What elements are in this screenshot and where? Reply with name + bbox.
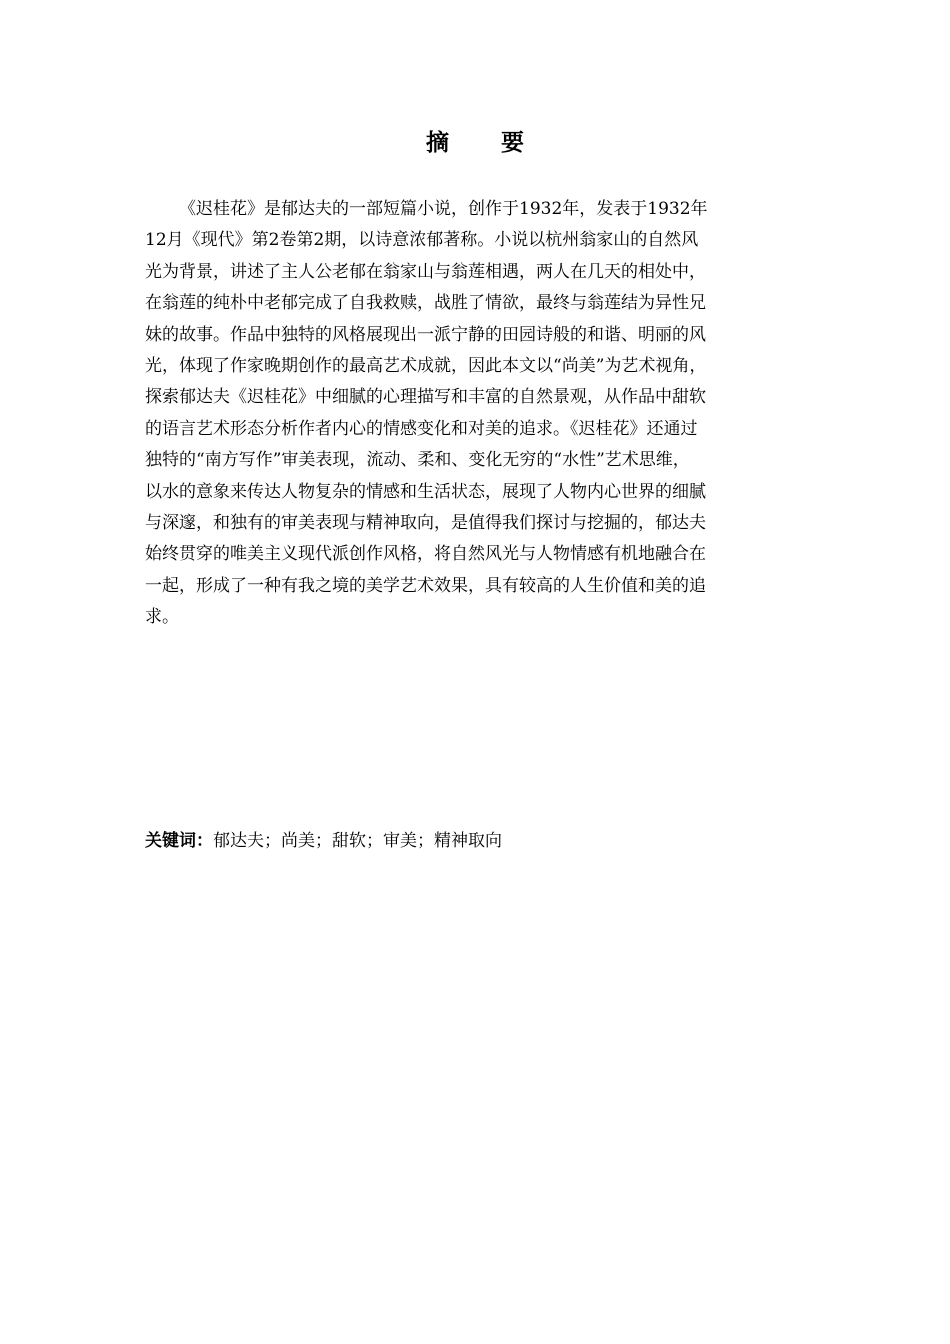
abstract-body <box>145 194 785 633</box>
abstract-line: 妹的故事。作品中独特的风格展现出一派宁静的田园诗般的和谐、明丽的风 <box>145 324 706 345</box>
abstract-line: 以水的意象来传达人物复杂的情感和生活状态，展现了人物内心世界的细腻 <box>145 481 706 502</box>
keywords-row <box>145 827 502 855</box>
abstract-line: 的语言艺术形态分析作者内心的情感变化和对美的追求。《迟桂花》还通过 <box>145 418 698 439</box>
abstract-line: 《迟桂花》是郁达夫的一部短篇小说，创作于1932年，发表于1932年 <box>179 199 708 219</box>
abstract-line: 在翁莲的纯朴中老郁完成了自我救赎，战胜了情欲，最终与翁莲结为异性兄 <box>145 293 706 314</box>
abstract-line: 独特的“南方写作”审美表现，流动、柔和、变化无穷的“水性”艺术思维， <box>145 450 690 471</box>
keywords-label: 关键词： <box>145 831 213 851</box>
abstract-line: 求。 <box>145 607 179 628</box>
abstract-line: 12月《现代》第2卷第2期，以诗意浓郁著称。小说以杭州翁家山的自然风 <box>145 230 699 251</box>
page-title: 摘 要 <box>425 130 546 156</box>
abstract-line: 光为背景，讲述了主人公老郁在翁家山与翁莲相遇，两人在几天的相处中， <box>145 261 706 282</box>
abstract-line: 光，体现了作家晚期创作的最高艺术成就，因此本文以“尚美”为艺术视角， <box>145 355 707 376</box>
abstract-line: 一起，形成了一种有我之境的美学艺术效果，具有较高的人生价值和美的追 <box>145 575 706 596</box>
abstract-line: 探索郁达夫《迟桂花》中细腻的心理描写和丰富的自然景观，从作品中甜软 <box>145 387 706 408</box>
abstract-line: 始终贯穿的唯美主义现代派创作风格，将自然风光与人物情感有机地融合在 <box>145 544 706 565</box>
keywords-text: 郁达夫；尚美；甜软；审美；精神取向 <box>213 831 502 851</box>
abstract-line: 与深邃，和独有的审美表现与精神取向，是值得我们探讨与挖掘的，郁达夫 <box>145 512 706 533</box>
